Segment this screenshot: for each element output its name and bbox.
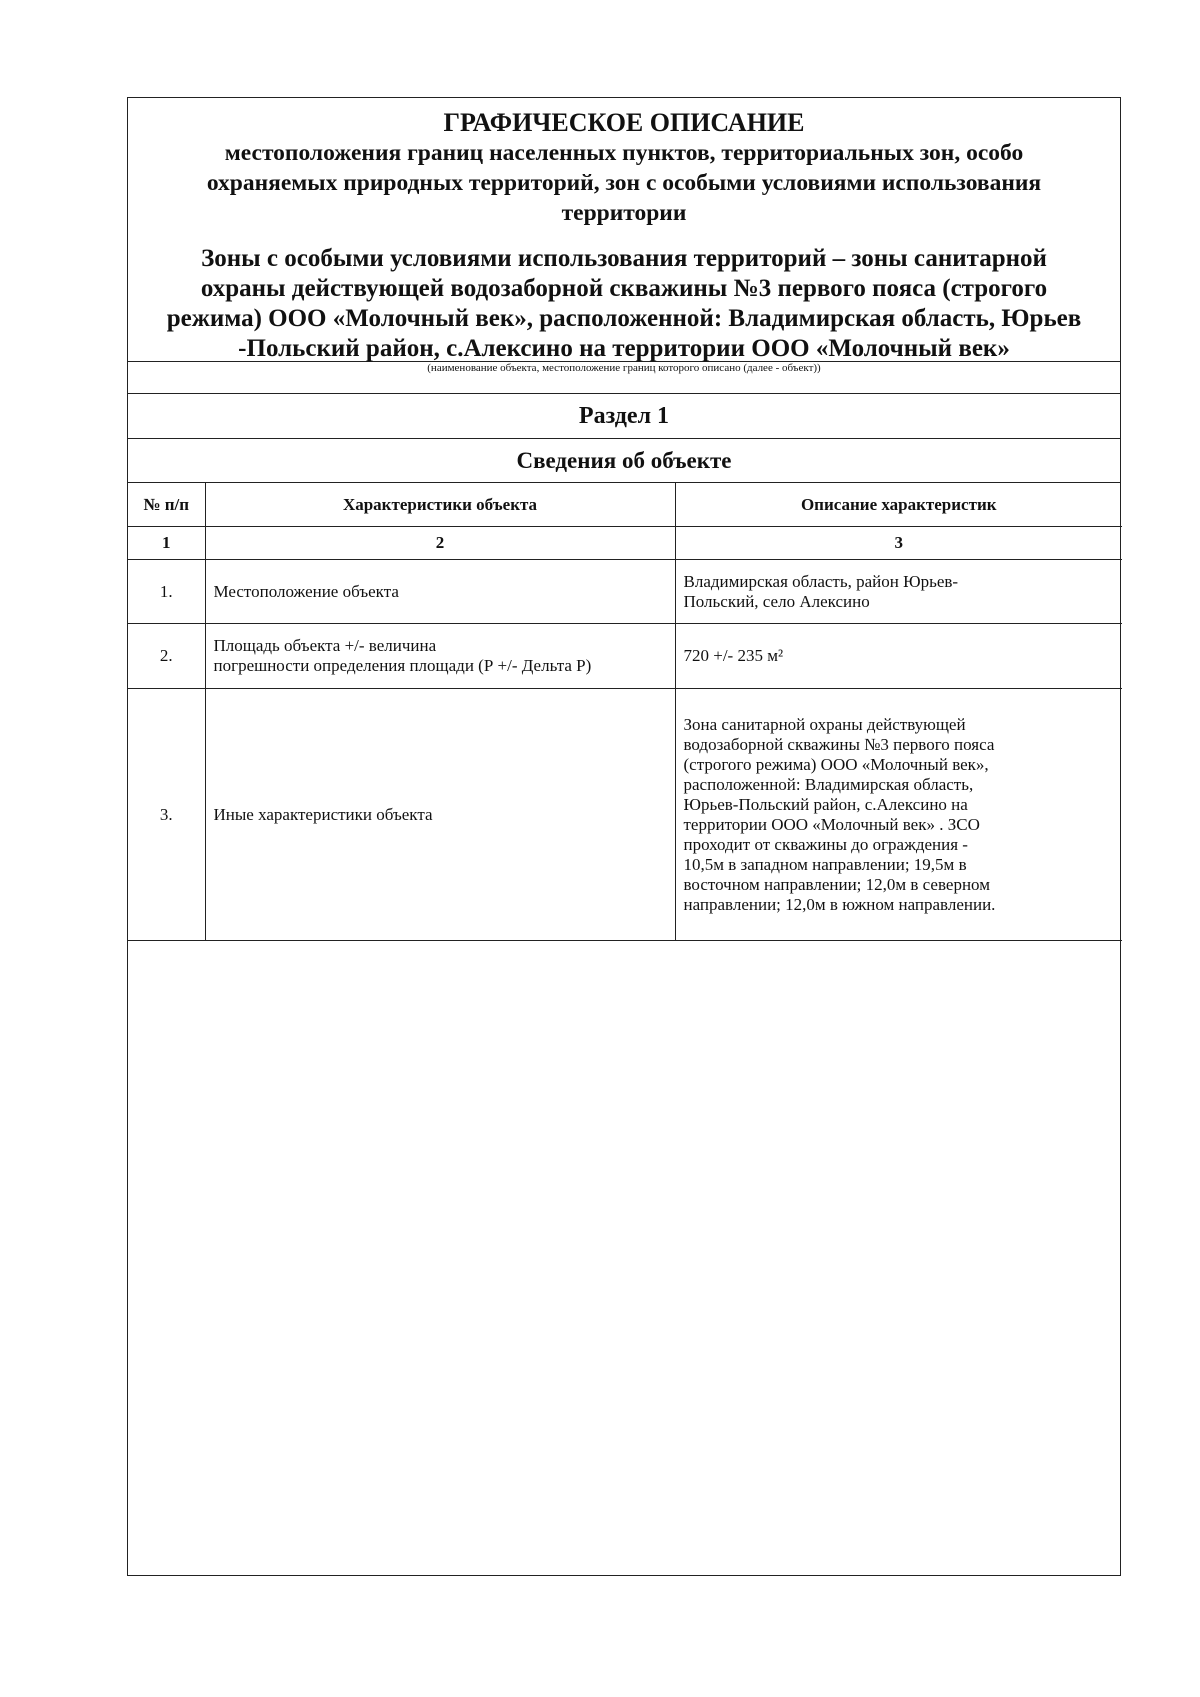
description-line: (строгого режима) ООО «Молочный век», <box>683 754 989 774</box>
characteristic-line: Площадь объекта +/- величина <box>213 636 437 655</box>
table-index-row <box>128 527 1122 560</box>
row-number: 1. <box>128 560 205 624</box>
description-line: расположенной: Владимирская область, <box>683 774 974 794</box>
description-line: территории ООО «Молочный век» . ЗСО <box>683 814 980 834</box>
document-subtitle <box>128 138 1120 228</box>
object-info-table <box>128 483 1122 941</box>
object-caption-text: (наименование объекта, местоположение границ которого описано (далее - объект)) <box>427 362 821 374</box>
characteristic-cell <box>205 689 675 941</box>
subtitle-line: охраняемых природных территорий, зон с особыми условиями использования <box>206 170 1042 196</box>
characteristic-line: Местоположение объекта <box>213 581 399 601</box>
table-row <box>128 689 1122 941</box>
description-line: направлении; 12,0м в южном направлении. <box>683 894 996 914</box>
object-name-line: -Польский район, с.Алексино на территории ООО «Молочный век» <box>238 335 1010 362</box>
description-line: Польский, село Алексино <box>683 591 870 611</box>
description-line: Владимирская область, район Юрьев- <box>683 571 959 591</box>
row-number: 3. <box>128 689 205 941</box>
object-name <box>128 244 1120 364</box>
description-line: водозаборной скважины №3 первого пояса <box>683 734 995 754</box>
description-line: восточном направлении; 12,0м в северном <box>683 874 990 894</box>
object-name-line: охраны действующей водозаборной скважины №3 первого пояса (строгого <box>200 275 1048 302</box>
object-caption <box>128 362 1120 394</box>
subtitle-line: местоположения границ населенных пунктов, территориальных зон, особо <box>224 140 1024 166</box>
characteristic-line: Иные характеристики объекта <box>213 804 433 824</box>
section-subtitle: Сведения об объекте <box>128 439 1120 483</box>
description-line: Зона санитарной охраны действующей <box>683 714 966 734</box>
row-number: 2. <box>128 624 205 689</box>
section-title: Раздел 1 <box>128 394 1120 439</box>
characteristic-line: погрешности определения площади (Р +/- Дельта Р) <box>213 656 592 675</box>
description-line: проходит от скважины до ограждения - <box>683 834 968 854</box>
index-cell: 3 <box>675 527 1122 560</box>
index-cell: 1 <box>128 527 205 560</box>
description-line: Юрьев-Польский район, с.Алексино на <box>683 794 968 814</box>
description-cell <box>675 560 1122 624</box>
column-header-description: Описание характеристик <box>675 483 1122 527</box>
object-name-line: режима) ООО «Молочный век», расположенной: Владимирская область, Юрьев <box>166 305 1082 332</box>
column-header-number: № п/п <box>128 483 205 527</box>
document-header <box>128 98 1120 362</box>
document-title: ГРАФИЧЕСКОЕ ОПИСАНИЕ <box>443 108 805 137</box>
column-header-characteristic: Характеристики объекта <box>205 483 675 527</box>
index-cell: 2 <box>205 527 675 560</box>
description-cell <box>675 689 1122 941</box>
object-name-line: Зоны с особыми условиями использования территорий – зоны санитарной <box>201 245 1047 272</box>
subtitle-line: территории <box>561 200 687 226</box>
document-frame <box>127 97 1121 1576</box>
table-header-row <box>128 483 1122 527</box>
description-cell <box>675 624 1122 689</box>
table-row <box>128 624 1122 689</box>
description-line: 720 +/- 235 м² <box>683 646 784 665</box>
table-row <box>128 560 1122 624</box>
description-line: 10,5м в западном направлении; 19,5м в <box>683 854 967 874</box>
characteristic-cell <box>205 560 675 624</box>
characteristic-cell <box>205 624 675 689</box>
